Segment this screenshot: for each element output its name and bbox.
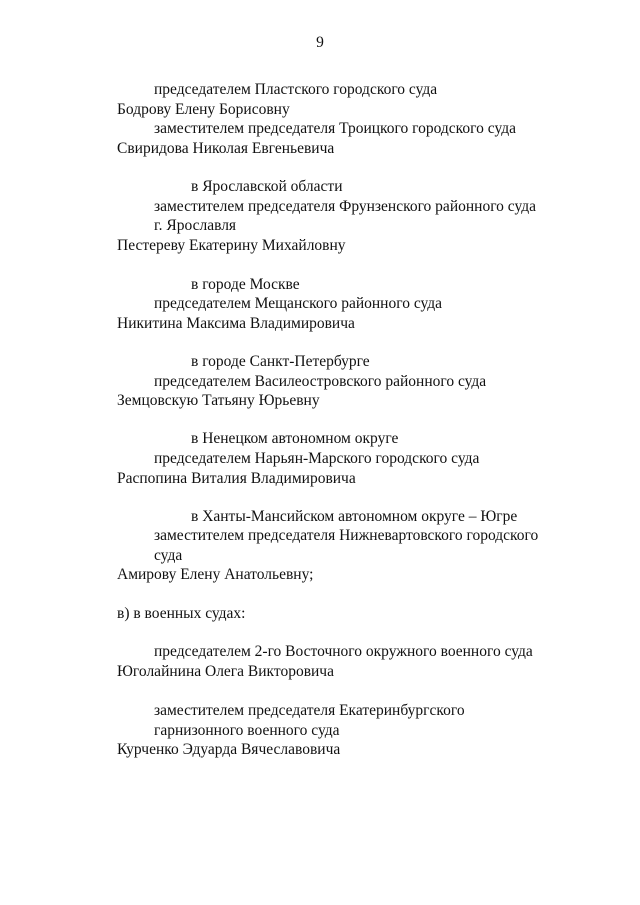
position-line: г. Ярославля: [154, 217, 237, 234]
region-heading: в Ханты-Мансийском автономном округе – Югре: [191, 508, 518, 525]
position-line: заместителем председателя Фрунзенского районного суда: [154, 198, 537, 215]
region-heading: в городе Москве: [191, 276, 300, 293]
position-line: председателем Пластского городского суда: [154, 81, 438, 98]
position-line: председателем Нарьян-Марского городского суда: [154, 450, 480, 467]
position-line: председателем 2-го Восточного окружного военного суда: [154, 643, 533, 660]
region-heading: в Ненецком автономном округе: [191, 430, 399, 447]
person-name: Распопина Виталия Владимировича: [117, 470, 356, 487]
person-name: Курченко Эдуарда Вячеславовича: [117, 741, 341, 758]
position-line: председателем Василеостровского районного суда: [154, 373, 487, 390]
position-line: заместителем председателя Нижневартовского городского: [154, 527, 539, 544]
person-name: Амирову Елену Анатольевну;: [117, 566, 314, 583]
position-line: суда: [154, 547, 183, 564]
region-heading: в городе Санкт-Петербурге: [191, 353, 370, 370]
person-name: Пестереву Екатерину Михайловну: [117, 237, 346, 254]
position-line: председателем Мещанского районного суда: [154, 295, 443, 312]
person-name: Юголайнина Олега Викторовича: [117, 663, 334, 680]
region-heading: в Ярославской области: [191, 178, 343, 195]
person-name: Свиридова Николая Евгеньевича: [117, 140, 335, 157]
page-number: 9: [316, 34, 324, 51]
list-item-heading: в) в военных судах:: [117, 605, 246, 622]
position-line: заместителем председателя Троицкого городского суда: [154, 120, 516, 137]
person-name: Земцовскую Татьяну Юрьевну: [117, 392, 320, 409]
person-name: Бодрову Елену Борисовну: [117, 101, 290, 118]
position-line: гарнизонного военного суда: [154, 722, 340, 739]
position-line: заместителем председателя Екатеринбургского: [154, 702, 465, 719]
person-name: Никитина Максима Владимировича: [117, 315, 355, 332]
